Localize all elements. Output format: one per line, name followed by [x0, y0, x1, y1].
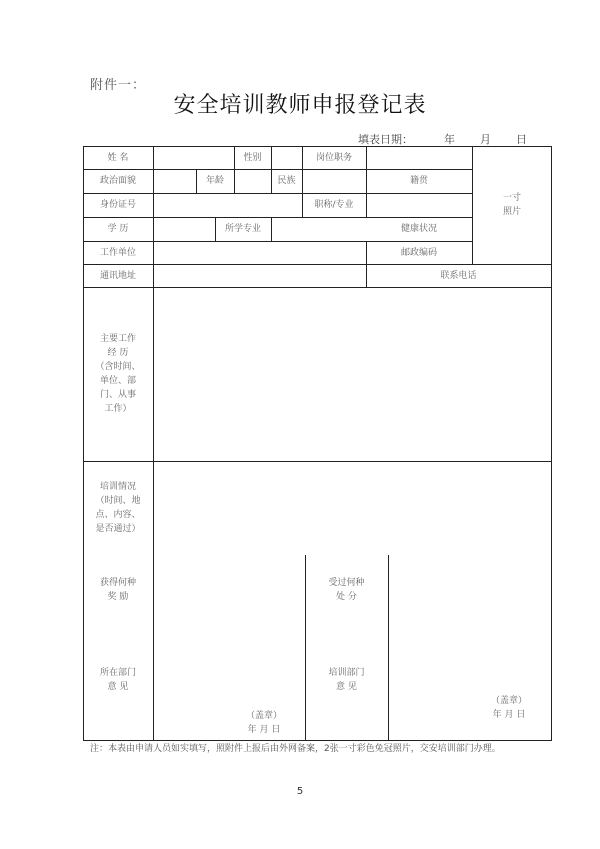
label-postcode: 邮政编码 — [400, 247, 437, 258]
label-training: 培训情况 （时间、地 点、内容、 是否通过） — [95, 482, 141, 534]
label-work-history: 主要工作 经 历 （含时间、 单位、部 门、从事 工作） — [95, 334, 141, 414]
label-training-dept-opinion: 培训部门 意 见 — [328, 668, 365, 692]
fill-date — [358, 131, 527, 147]
label-age: 年龄 — [205, 176, 224, 186]
work-history-field[interactable] — [153, 287, 551, 461]
label-gender: 性别 — [243, 152, 262, 163]
label-address: 通讯地址 — [99, 270, 136, 281]
label-punishments: 受过何种 处 分 — [328, 578, 365, 602]
fill-date-label: 填表日期： — [358, 133, 413, 146]
label-phone: 联系电话 — [440, 270, 477, 281]
label-politics: 政治面貌 — [99, 176, 136, 186]
seal-date-right: （盖章） 年 月 日 — [490, 696, 527, 720]
label-rewards: 获得何种 奖 励 — [99, 578, 136, 602]
label-professional-title: 职称/专业 — [314, 200, 354, 210]
fill-date-year: 年 — [444, 133, 455, 146]
label-education: 学 历 — [107, 224, 129, 234]
label-position: 岗位职务 — [315, 152, 352, 163]
registration-table — [83, 146, 552, 740]
fill-date-day: 日 — [516, 133, 527, 146]
fill-date-month: 月 — [480, 133, 491, 146]
label-work-unit: 工作单位 — [99, 247, 136, 258]
seal-date-left: （盖章） 年 月 日 — [245, 711, 282, 735]
label-dept-opinion: 所在部门 意 见 — [99, 668, 136, 692]
photo-placeholder: 一寸 照片 — [502, 193, 521, 217]
footnote: 注：本表由申请人员如实填写，照附件上报后由外网备案，2张一寸彩色免冠照片，交安培训部门办理。 — [90, 744, 501, 754]
label-health: 健康状况 — [400, 224, 437, 234]
label-id-number: 身份证号 — [99, 200, 136, 210]
label-major: 所学专业 — [224, 224, 261, 234]
label-native: 籍贯 — [409, 176, 428, 186]
page-number: 5 — [296, 786, 304, 797]
label-name: 姓 名 — [107, 152, 129, 163]
label-ethnicity: 民族 — [277, 176, 296, 186]
form-title: 安全培训教师申报登记表 — [173, 93, 427, 118]
attachment-label: 附件一： — [90, 78, 147, 93]
